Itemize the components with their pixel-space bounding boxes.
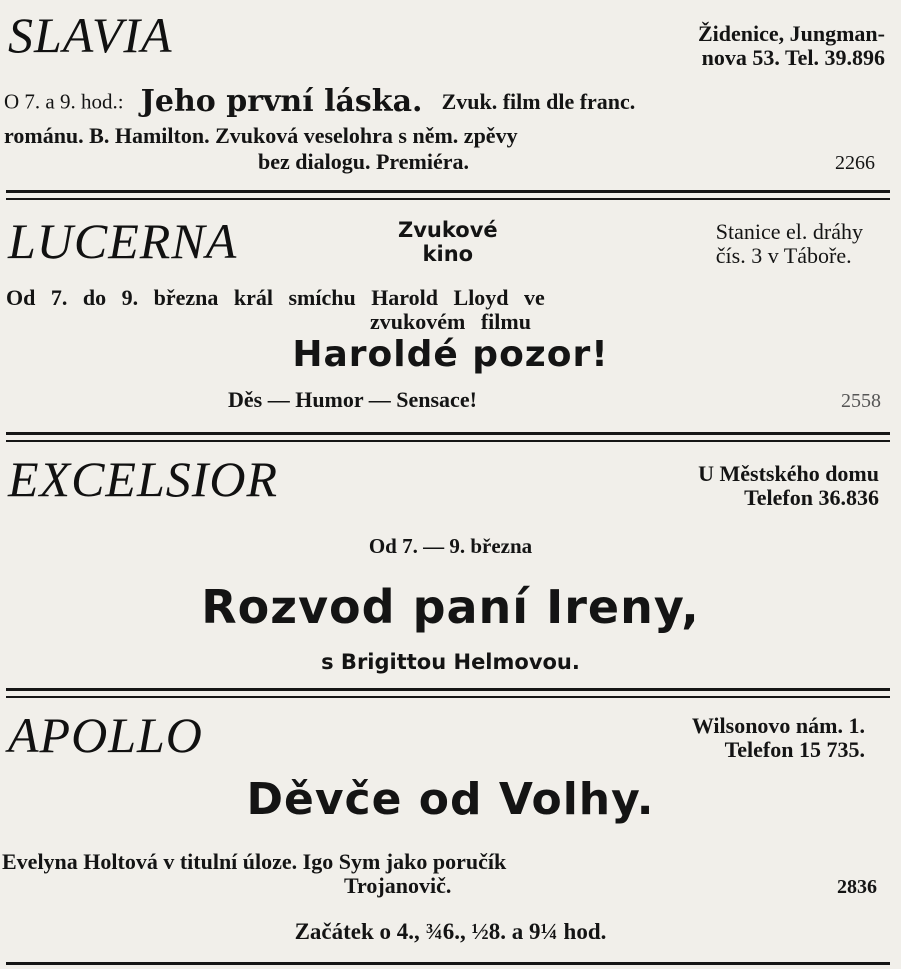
ad-apollo: [0, 700, 901, 962]
film-description: Zvuk. film dle franc.: [441, 88, 636, 114]
cinema-address: [698, 22, 885, 70]
cinema-name: EXCELSIOR: [8, 451, 279, 507]
film-cast: s Brigittou Helmovou.: [321, 650, 580, 674]
film-description: Trojanovič.: [344, 873, 452, 898]
film-description: Od 7. do 9. března král smíchu Harold Lloyd ve: [6, 285, 545, 310]
divider: [6, 190, 890, 193]
ad-number: 2266: [835, 152, 875, 174]
sound-cinema-label: [398, 218, 498, 266]
address-line: nova 53. Tel. 39.896: [701, 45, 885, 70]
divider: [6, 432, 890, 435]
address-line: Telefon 15 735.: [724, 737, 865, 762]
cinema-address: [716, 220, 863, 268]
film-description: bez dialogu. Premiéra.: [258, 149, 469, 174]
address-line: čís. 3 v Táboře.: [715, 243, 852, 268]
ad-lucerna: [0, 200, 901, 432]
ad-number: 2836: [837, 876, 877, 898]
divider: [6, 688, 890, 691]
film-title: Děvče od Volhy.: [246, 774, 655, 825]
film-description: románu. B. Hamilton. Zvuková veselohra s něm. zpěvy: [4, 123, 518, 148]
cinema-name: SLAVIA: [8, 7, 173, 63]
cinema-name: LUCERNA: [8, 213, 238, 269]
label-line: Zvukové: [398, 218, 498, 242]
ad-slavia: [0, 0, 901, 190]
address-line: Wilsonovo nám. 1.: [691, 713, 865, 738]
ad-excelsior: [0, 444, 901, 686]
cinema-address: [692, 714, 865, 762]
address-line: Stanice el. dráhy: [715, 219, 863, 244]
divider: [6, 962, 890, 965]
address-line: U Městského domu: [698, 461, 879, 486]
film-title: Rozvod paní Ireny,: [201, 580, 700, 634]
film-description: Evelyna Holtová v titulní úloze. Igo Sym jako poručík: [2, 849, 507, 874]
ad-number: 2558: [841, 390, 881, 412]
cinema-address: [698, 462, 879, 510]
address-line: Židenice, Jungman-: [697, 21, 885, 46]
showtimes: Začátek o 4., ¾6., ½8. a 9¼ hod.: [294, 919, 607, 944]
cinema-name: APOLLO: [8, 707, 203, 763]
film-title: Jeho první láska.: [140, 84, 423, 119]
divider: [6, 440, 890, 442]
label-line: kino: [422, 242, 474, 266]
showtime-text: O 7. a 9. hod.:: [4, 89, 124, 114]
program-line: [4, 84, 635, 119]
screening-dates: Od 7. — 9. března: [368, 534, 533, 558]
film-title: Haroldé pozor!: [292, 334, 609, 375]
film-description: zvukovém filmu: [370, 309, 531, 334]
address-line: Telefon 36.836: [744, 485, 879, 510]
film-tagline: Děs — Humor — Sensace!: [228, 387, 477, 412]
divider: [6, 696, 890, 698]
